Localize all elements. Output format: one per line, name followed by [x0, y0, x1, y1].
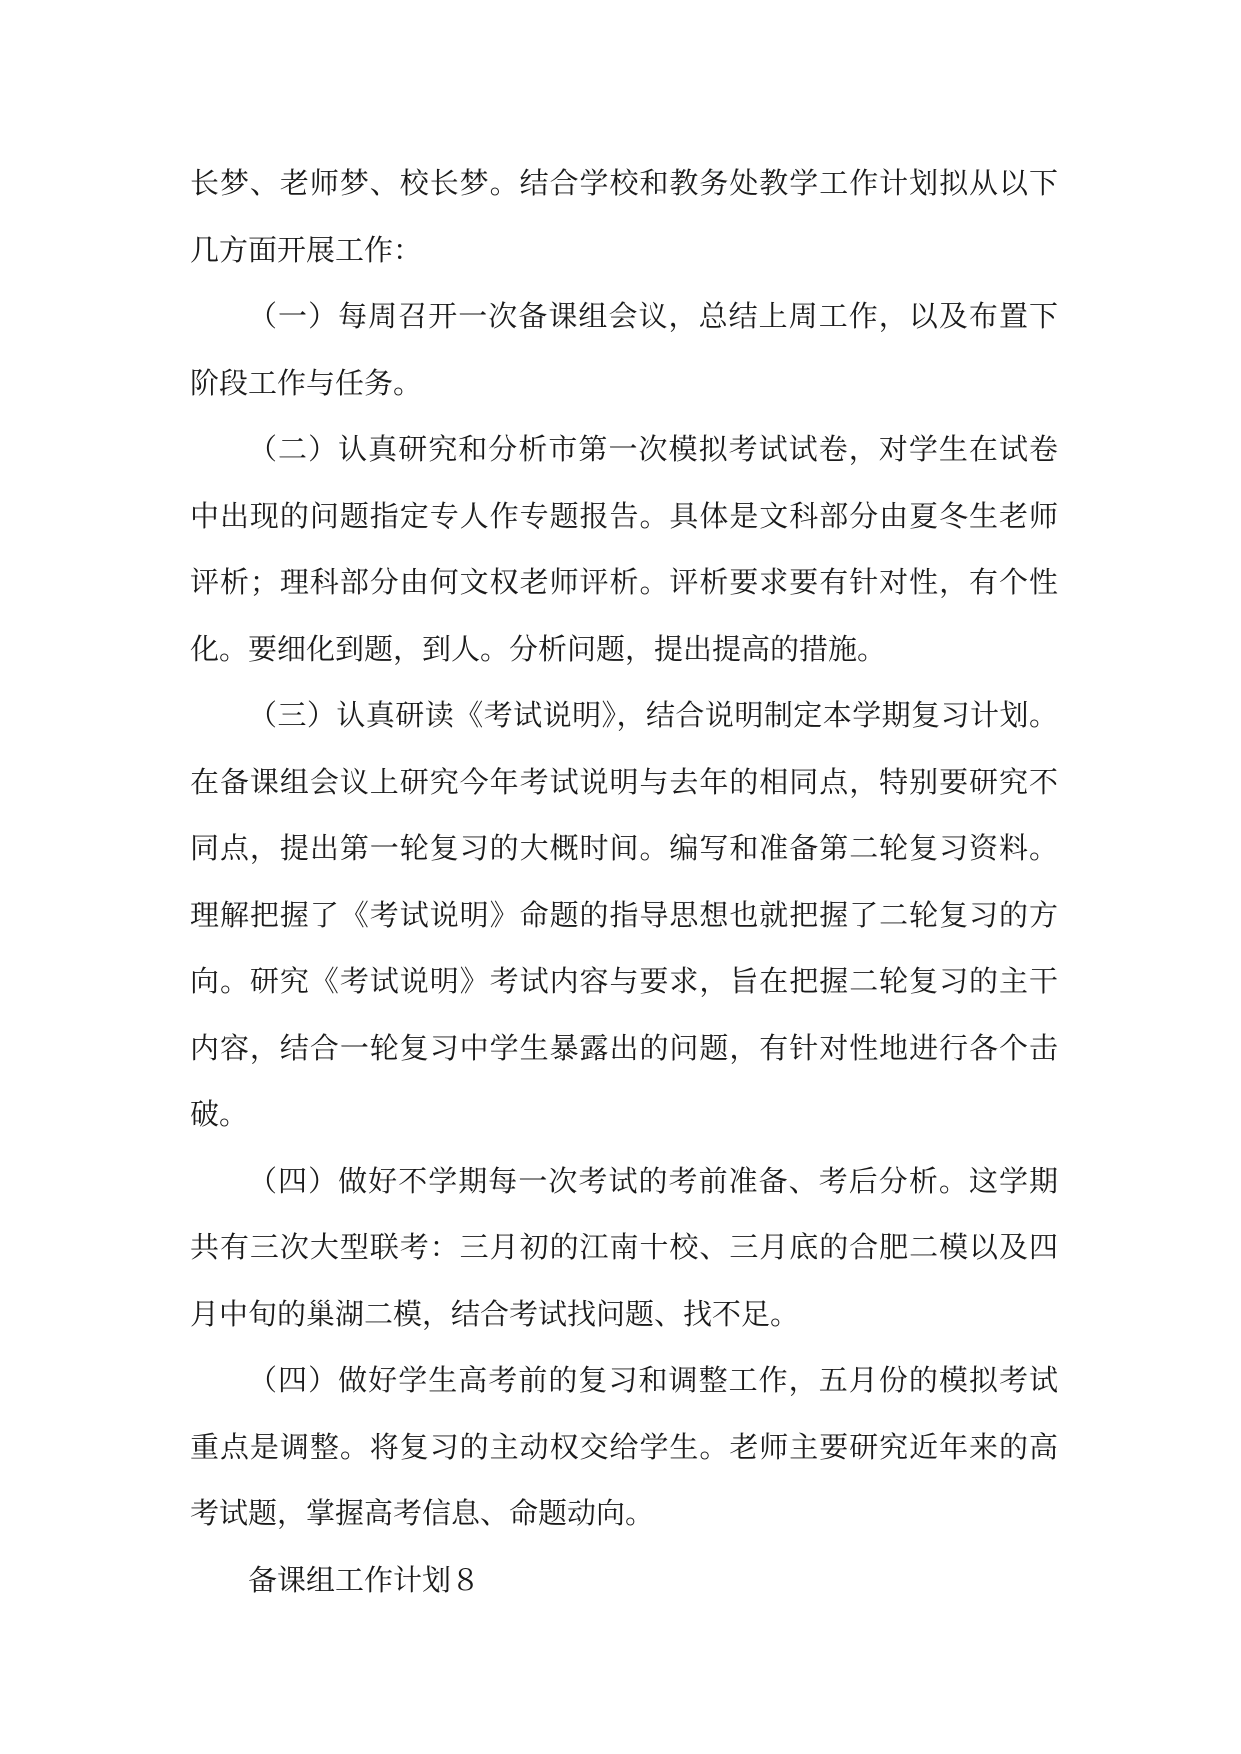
paragraph-item-3: （三）认真研读《考试说明》，结合说明制定本学期复习计划。在备课组会议上研究今年考试说明与去年的相同点，特别要研究不同点，提出第一轮复习的大概时间。编写和准备第二轮复习资料。理解把握了《考试说明》命题的指导思想也就把握了二轮复习的方向。研究《考试说明》考试内容与要求，旨在把握二轮复习的主干内容，结合一轮复习中学生暴露出的问题，有针对性地进行各个击破。: [190, 698, 1058, 1131]
document-body: [190, 150, 1058, 1613]
paragraph-item-5: （四）做好学生高考前的复习和调整工作，五月份的模拟考试重点是调整。将复习的主动权交给学生。老师主要研究近年来的高考试题，掌握高考信息、命题动向。: [190, 1363, 1058, 1530]
paragraph-item-1: （一）每周召开一次备课组会议，总结上周工作，以及布置下阶段工作与任务。: [190, 299, 1058, 400]
paragraph-item-2: （二）认真研究和分析市第一次模拟考试试卷，对学生在试卷中出现的问题指定专人作专题报告。具体是文科部分由夏冬生老师评析；理科部分由何文权老师评析。评析要求要有针对性，有个性化。要细化到题，到人。分析问题，提出提高的措施。: [190, 432, 1058, 666]
paragraph-continuation: 长梦、老师梦、校长梦。结合学校和教务处教学工作计划拟从以下几方面开展工作：: [190, 166, 1058, 267]
section-heading: 备课组工作计划８: [248, 1562, 481, 1597]
paragraph-item-4: （四）做好不学期每一次考试的考前准备、考后分析。这学期共有三次大型联考：三月初的江南十校、三月底的合肥二模以及四月中旬的巢湖二模，结合考试找问题、找不足。: [190, 1163, 1058, 1331]
